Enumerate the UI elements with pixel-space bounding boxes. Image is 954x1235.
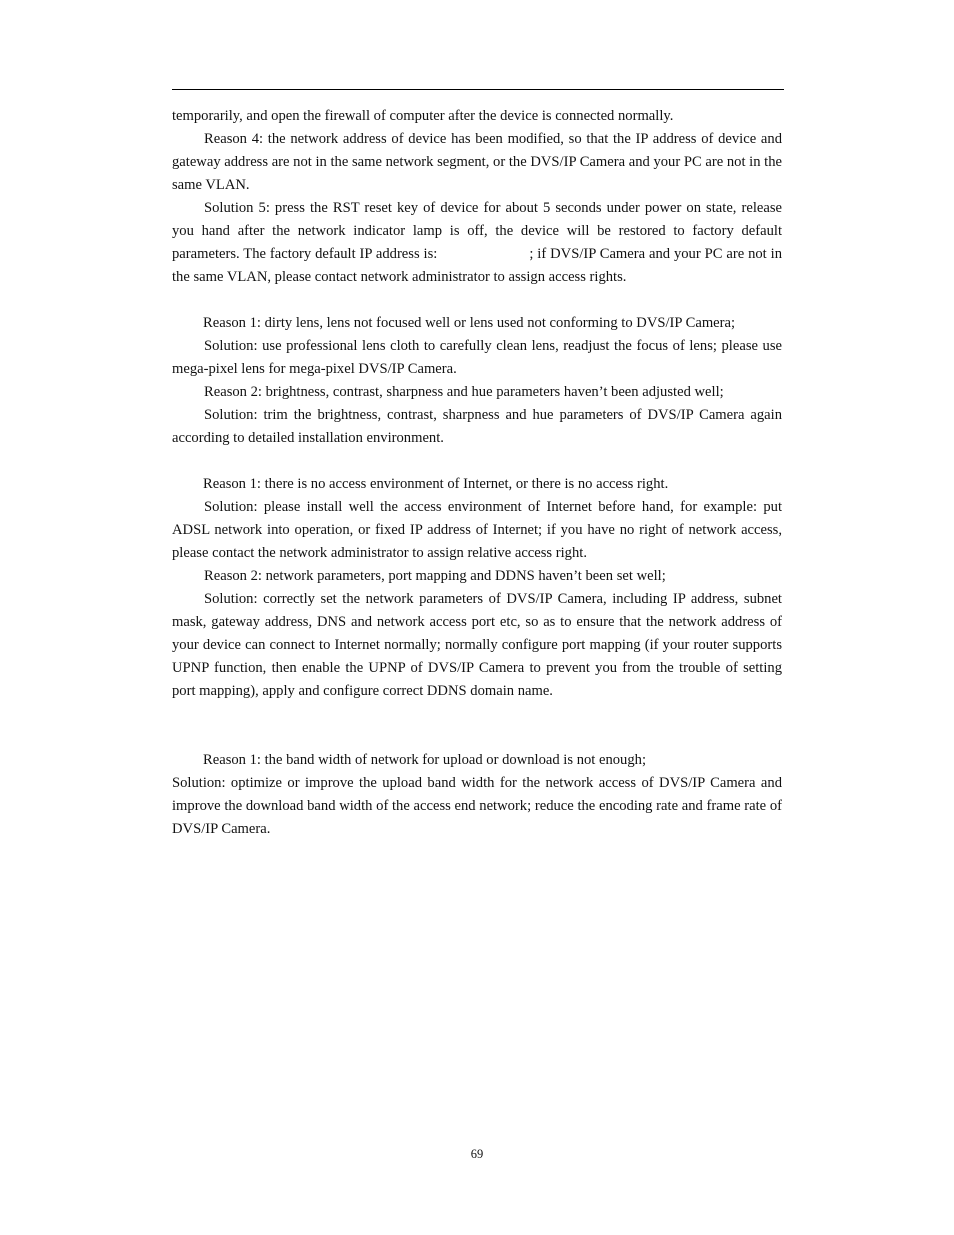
paragraph-bandwidth-solution-1: Solution: optimize or improve the upload band width for the network access of DVS/IP Camera and improve the download band width of the access end network; reduce the encoding rate and frame rate of DVS/IP Camera. xyxy=(172,775,782,837)
solution-5-text: Solution 5: press the RST reset key of device for about 5 seconds under power on state, release you hand after the network indicator lamp is off, the device will be restored to factory default parameters. The factory default IP address is: xyxy=(172,200,782,262)
paragraph-internet-solution-1: Solution: please install well the access environment of Internet before hand, for example: put ADSL network into operation, or fixed IP address of Internet; if you have no right of network access, please contact the network administrator to assign relative access right. xyxy=(172,499,782,561)
section-gap xyxy=(172,289,782,312)
section-gap xyxy=(172,703,782,749)
header-rule xyxy=(172,89,784,90)
section-gap xyxy=(172,450,782,473)
paragraph-internet-reason-1: Reason 1: there is no access environment of Internet, or there is no access right. xyxy=(203,476,669,492)
paragraph-reason-4: Reason 4: the network address of device has been modified, so that the IP address of device and gateway address are not in the same network segment, or the DVS/IP Camera and your PC are not in the same VLAN. xyxy=(172,131,782,193)
paragraph-internet-reason-2: Reason 2: network parameters, port mapping and DDNS haven’t been set well; xyxy=(204,568,666,584)
paragraph-internet-solution-2: Solution: correctly set the network parameters of DVS/IP Camera, including IP address, subnet mask, gateway address, DNS and network access port etc, so as to ensure that the network address of your device can connect to Internet normally; normally configure port mapping (if your router supports UPNP function, then enable the UPNP of DVS/IP Camera to prevent you from the trouble of setting port mapping), apply and configure correct DDNS domain name. xyxy=(172,591,782,699)
paragraph-firewall: temporarily, and open the firewall of computer after the device is connected normally. xyxy=(172,108,674,124)
page-body xyxy=(172,105,782,841)
paragraph-bandwidth-reason-1: Reason 1: the band width of network for upload or download is not enough; xyxy=(203,752,647,768)
paragraph-lens-reason-2: Reason 2: brightness, contrast, sharpness and hue parameters haven’t been adjusted well; xyxy=(204,384,724,400)
paragraph-lens-reason-1: Reason 1: dirty lens, lens not focused well or lens used not conforming to DVS/IP Camera; xyxy=(203,315,736,331)
paragraph-lens-solution-2: Solution: trim the brightness, contrast, sharpness and hue parameters of DVS/IP Camera again according to detailed installation environment. xyxy=(172,407,782,446)
page-number: 69 xyxy=(470,1147,484,1161)
paragraph-lens-solution-1: Solution: use professional lens cloth to carefully clean lens, readjust the focus of lens; please use mega-pixel lens for mega-pixel DVS/IP Camera. xyxy=(172,338,782,377)
paragraph-solution-5 xyxy=(172,197,782,289)
solution-5-text-cont: ; if DVS/IP Camera and your PC are not in the same VLAN, please contact network administrator to assign access rights. xyxy=(172,246,782,285)
